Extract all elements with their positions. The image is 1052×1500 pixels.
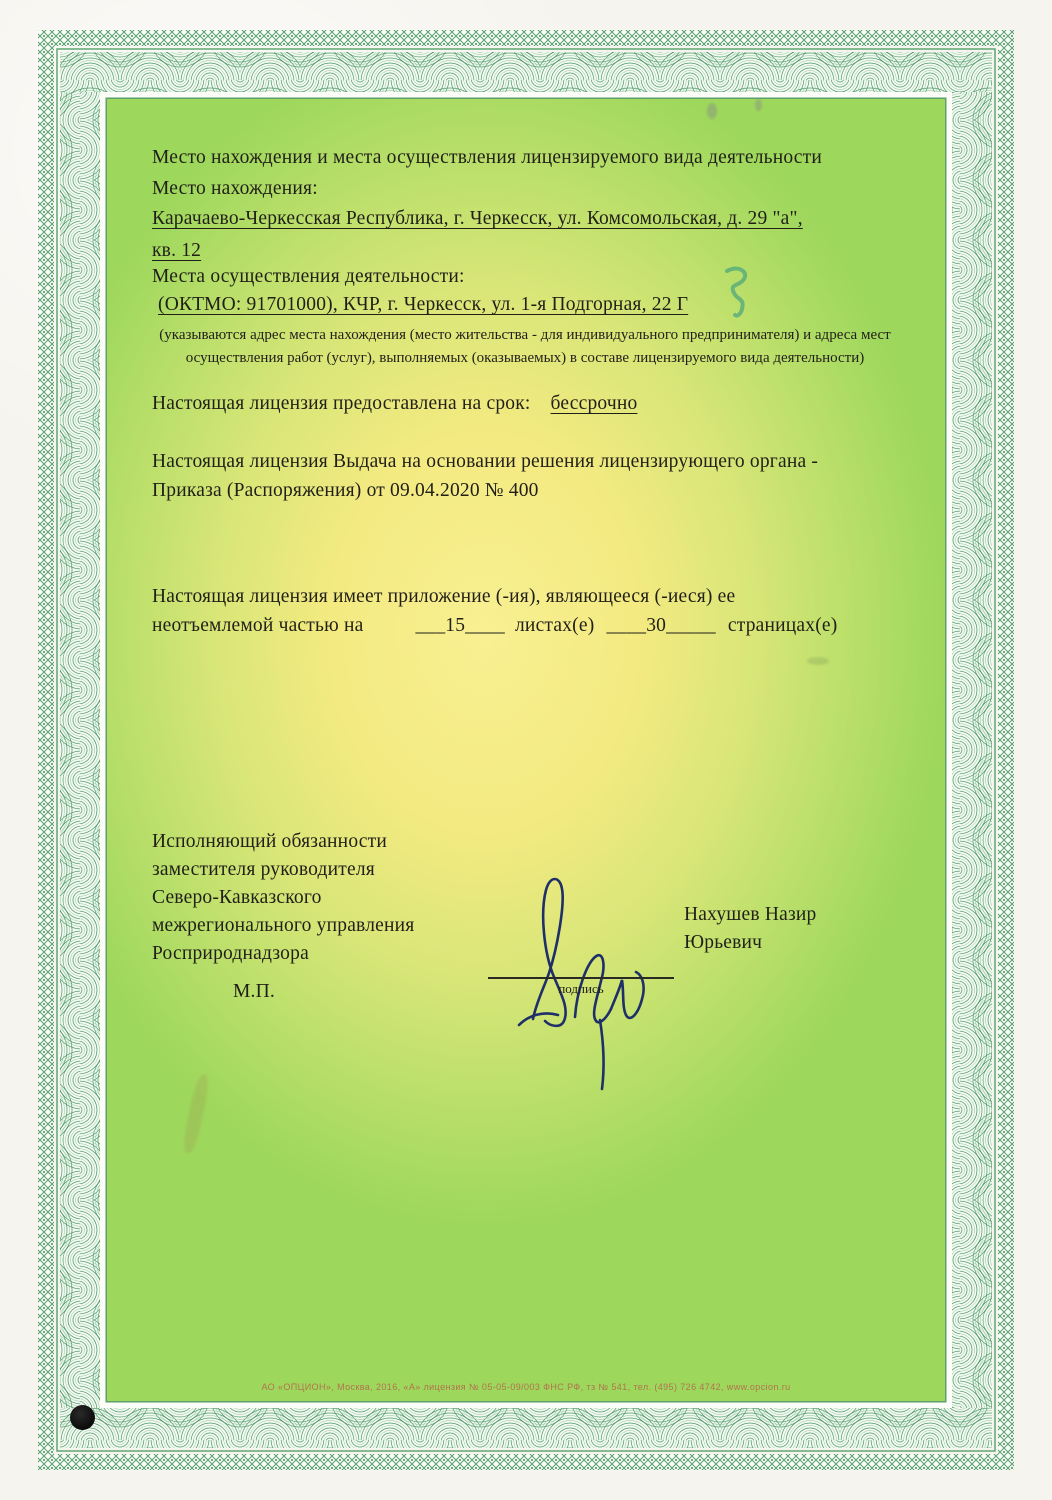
places-footnote: (указываются адрес места нахождения (место жительства - для индивидуального предпринимателя) и адреса мест осуществления работ (услуг), выполняемых (оказываемых) в составе лицензируемого вида деятельности) xyxy=(159,327,891,366)
term-value: бессрочно xyxy=(550,393,638,414)
scan-smudge xyxy=(755,99,762,111)
location-label: Место нахождения: xyxy=(152,178,318,199)
sheets-blank: ___15____ xyxy=(415,614,505,636)
signatory-title-line: межрегионального управления xyxy=(152,915,415,936)
attachment-line-1: Настоящая лицензия имеет приложение (-ия), являющееся (-иеся) ее xyxy=(152,586,736,607)
address-line-2: кв. 12 xyxy=(152,240,202,261)
printer-fine-print: АО «ОПЦИОН», Москва, 2016, «А» лицензия № 05-05-09/003 ФНС РФ, тз № 541, тел. (495) 726 4742, www.opcion.ru xyxy=(261,1382,791,1392)
attachment-line-2 xyxy=(152,612,837,641)
pages-blank: ____30_____ xyxy=(606,614,716,636)
pages-unit: страницах(е) xyxy=(727,614,838,636)
issuance-basis-block xyxy=(152,448,818,505)
signature-caption: подпись xyxy=(558,981,604,996)
sheets-unit: листах(е) xyxy=(515,614,595,636)
signatory-name-line: Юрьевич xyxy=(684,932,763,953)
signatory-title-line: Росприроднадзора xyxy=(152,943,309,964)
stamp-ink-mark xyxy=(719,265,759,321)
scan-smudge xyxy=(181,1073,211,1154)
term-label: Настоящая лицензия предоставлена на срок: xyxy=(152,393,531,414)
punch-hole-mark xyxy=(70,1405,95,1430)
signatory-title-line: заместителя руководителя xyxy=(152,859,375,880)
address-line-1: Карачаево-Черкесская Республика, г. Черкесск, ул. Комсомольская, д. 29 "а", xyxy=(152,208,803,229)
basis-line-1: Настоящая лицензия Выдача на основании решения лицензирующего органа - xyxy=(152,451,819,472)
signatory-title-line: Исполняющий обязанности xyxy=(152,831,387,852)
attachment-prefix: неотъемлемой частью на xyxy=(152,614,364,636)
places-value-line: (ОКТМО: 91701000), КЧР, г. Черкесск, ул. 1-я Подгорная, 22 Г xyxy=(158,294,689,315)
attachment-block xyxy=(152,583,837,640)
signatory-name-line: Нахушев Назир xyxy=(684,904,817,925)
places-label: Места осуществления деятельности: xyxy=(152,266,465,287)
signatory-title-block xyxy=(152,828,414,968)
scan-smudge xyxy=(807,657,829,665)
basis-line-2: Приказа (Распоряжения) от 09.04.2020 № 400 xyxy=(152,479,539,501)
signature-line xyxy=(488,977,674,979)
scan-smudge xyxy=(707,103,717,119)
signatory-title-line: Северо-Кавказского xyxy=(152,887,322,908)
certificate-inner-area xyxy=(107,99,945,1401)
location-header-line: Место нахождения и места осуществления лицензируемого вида деятельности xyxy=(152,147,823,168)
seal-place-mark: М.П. xyxy=(233,981,275,1002)
license-term-line xyxy=(152,393,637,415)
signatory-name-block xyxy=(684,901,816,957)
